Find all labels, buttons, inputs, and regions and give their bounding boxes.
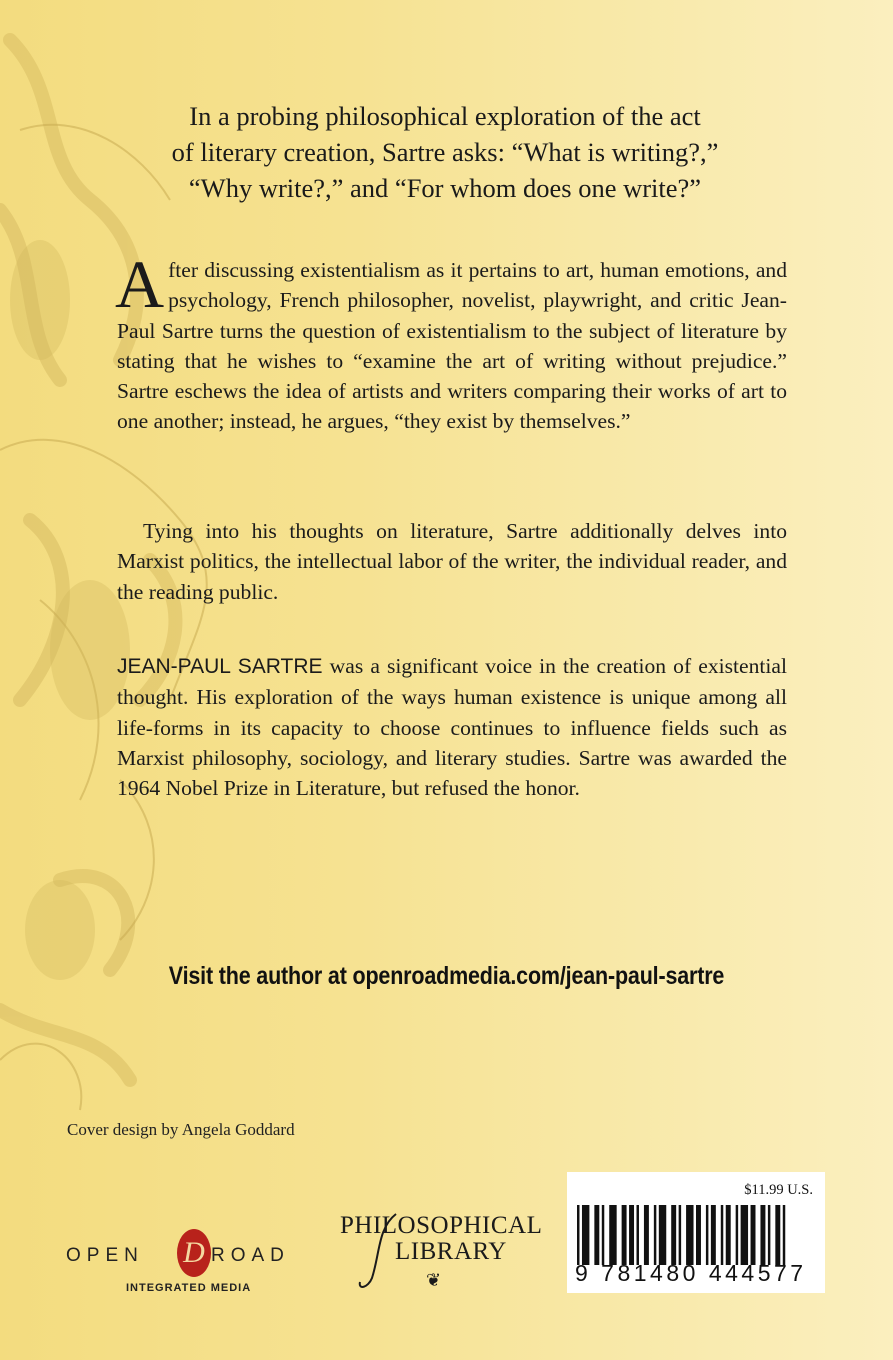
barcode-bar bbox=[686, 1205, 693, 1265]
barcode-bar bbox=[679, 1205, 681, 1265]
barcode-bar bbox=[577, 1205, 579, 1265]
drop-cap: A bbox=[115, 246, 165, 322]
cover-design-credit: Cover design by Angela Goddard bbox=[67, 1120, 295, 1139]
barcode-bar bbox=[602, 1205, 604, 1265]
open-road-badge-icon: D bbox=[177, 1229, 211, 1277]
barcode-bar bbox=[706, 1205, 708, 1265]
philosophical-library-logo bbox=[340, 1208, 543, 1303]
barcode-bar bbox=[622, 1205, 627, 1265]
open-road-word-open: OPEN bbox=[66, 1245, 144, 1266]
author-name: JEAN-PAUL SARTRE bbox=[117, 655, 323, 678]
description-paragraph-2: Tying into his thoughts on literature, Sartre additionally delves into Marxist politics, the intellectual labor of the writer, the individual reader, and the reading public. bbox=[117, 519, 787, 604]
barcode-bar bbox=[637, 1205, 639, 1265]
barcode-bar bbox=[760, 1205, 765, 1265]
barcode-bar bbox=[726, 1205, 731, 1265]
barcode-bar bbox=[644, 1205, 649, 1265]
tagline-line-1: In a probing philosophical exploration of the act bbox=[189, 101, 701, 131]
barcode-bar bbox=[629, 1205, 634, 1265]
imprint-line-1: PHILOSOPHICAL bbox=[340, 1212, 543, 1239]
description-paragraph-1 bbox=[115, 246, 787, 437]
barcode-bar bbox=[654, 1205, 656, 1265]
book-ornament-icon: ❦ bbox=[426, 1270, 442, 1290]
barcode-bar bbox=[721, 1205, 723, 1265]
imprint-line-2: LIBRARY bbox=[395, 1238, 507, 1265]
open-road-word-road: ROAD bbox=[211, 1245, 290, 1266]
description-paragraph-1-text: fter discussing existentialism as it pertains to art, human emotions, and psychology, French philosopher, novelist, playwright, and critic Jean-Paul Sartre turns the question of existentialism to the subject of literature by stating that he wishes to “examine the art of writing without prejudice.” Sartre eschews the idea of artists and writers comparing their works of art to one another; instead, he argues, “they exist by themselves.” bbox=[117, 258, 787, 434]
barcode-bars bbox=[577, 1205, 815, 1265]
barcode-bar bbox=[609, 1205, 616, 1265]
barcode-bar bbox=[736, 1205, 738, 1265]
barcode-bar bbox=[783, 1205, 785, 1265]
open-road-subtitle: INTEGRATED MEDIA bbox=[126, 1282, 252, 1294]
isbn-barcode bbox=[567, 1172, 825, 1293]
tagline bbox=[120, 98, 770, 206]
open-road-logo bbox=[66, 1225, 306, 1295]
author-bio-text: was a significant voice in the creation of existential thought. His exploration of the ways human existence is unique among all life-forms in its capacity to choose continues to influence fields such as Marxist philosophy, sociology, and literary studies. Sartre was awarded the 1964 Nobel Prize in Literature, but refused the honor. bbox=[117, 654, 788, 801]
barcode-bar bbox=[775, 1205, 780, 1265]
barcode-bar bbox=[582, 1205, 589, 1265]
isbn-digits: 9 781480 444577 bbox=[575, 1260, 807, 1286]
barcode-bar bbox=[751, 1205, 756, 1265]
barcode-bar bbox=[659, 1205, 666, 1265]
barcode-bar bbox=[696, 1205, 701, 1265]
author-website-link[interactable]: Visit the author at openroadmedia.com/jean-paul-sartre bbox=[168, 962, 725, 990]
author-bio bbox=[117, 651, 787, 803]
tagline-line-2: of literary creation, Sartre asks: “What is writing?,” bbox=[171, 137, 719, 167]
tagline-line-3: “Why write?,” and “For whom does one write?” bbox=[188, 173, 702, 203]
barcode-bar bbox=[768, 1205, 770, 1265]
barcode-bar bbox=[671, 1205, 676, 1265]
price-label: $11.99 U.S. bbox=[744, 1182, 813, 1198]
barcode-bar bbox=[594, 1205, 599, 1265]
barcode-bar bbox=[741, 1205, 748, 1265]
barcode-bar bbox=[711, 1205, 716, 1265]
